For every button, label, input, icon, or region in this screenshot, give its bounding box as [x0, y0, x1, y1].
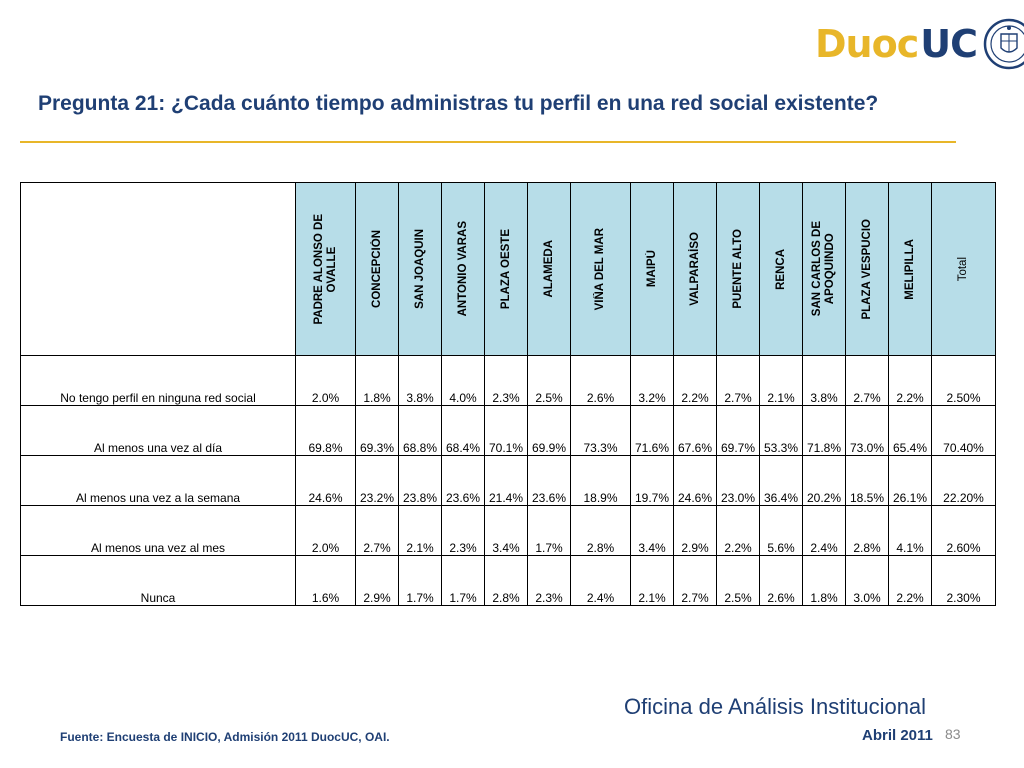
col-header-label: SAN CARLOS DE APOQUINDO [811, 221, 836, 317]
col-header-label: VALPARAÍSO [688, 232, 701, 306]
table-row [21, 456, 996, 506]
table-cell: 69.9% [528, 406, 571, 456]
table-cell: 24.6% [296, 456, 356, 506]
col-header-label: MELIPILLA [903, 238, 916, 300]
table-cell: 5.6% [760, 506, 803, 556]
table-cell: 4.0% [442, 356, 485, 406]
col-header-total [932, 183, 996, 356]
table-cell: 23.8% [399, 456, 442, 506]
page-number: 83 [945, 726, 961, 742]
source-note: Fuente: Encuesta de INICIO, Admisión 2011 DuocUC, OAI. [60, 730, 390, 744]
col-header-label: PADRE ALONSO DE OVALLE [312, 213, 338, 325]
table-cell: 2.3% [528, 556, 571, 606]
col-header-label: ANTONIO VARAS [456, 221, 469, 317]
table-cell: 4.1% [889, 506, 932, 556]
report-date: Abril 2011 [862, 727, 933, 744]
table-cell: 2.2% [889, 556, 932, 606]
table-cell: 1.7% [528, 506, 571, 556]
table-cell: 71.8% [803, 406, 846, 456]
table-cell: 1.8% [356, 356, 399, 406]
col-header [528, 183, 571, 356]
col-header-label: Total [957, 256, 969, 282]
row-label: No tengo perfil en ninguna red social [21, 356, 296, 406]
table-cell: 2.0% [296, 506, 356, 556]
table-cell: 2.4% [571, 556, 631, 606]
university-seal-icon [983, 18, 1024, 70]
table-cell: 68.4% [442, 406, 485, 456]
table-cell: 18.5% [846, 456, 889, 506]
table-cell: 3.8% [803, 356, 846, 406]
table-cell: 2.5% [528, 356, 571, 406]
table-cell: 2.6% [760, 556, 803, 606]
table-cell: 22.20% [932, 456, 996, 506]
table-cell: 21.4% [485, 456, 528, 506]
row-label: Al menos una vez al día [21, 406, 296, 456]
table-cell: 2.2% [889, 356, 932, 406]
table-cell: 19.7% [631, 456, 674, 506]
table-cell: 2.7% [674, 556, 717, 606]
col-header [485, 183, 528, 356]
duocuc-logo [815, 14, 1024, 74]
col-header-label: MAIPÚ [645, 250, 658, 288]
table-cell: 2.60% [932, 506, 996, 556]
table-row [21, 406, 996, 456]
table-cell: 69.7% [717, 406, 760, 456]
header-row [21, 183, 996, 356]
table-cell: 3.4% [485, 506, 528, 556]
table-cell: 2.4% [803, 506, 846, 556]
table-cell: 26.1% [889, 456, 932, 506]
table-cell: 70.1% [485, 406, 528, 456]
table-cell: 2.9% [356, 556, 399, 606]
table-cell: 1.8% [803, 556, 846, 606]
col-header-label: SAN JOAQUIN [413, 229, 426, 309]
table-cell: 2.7% [846, 356, 889, 406]
table-cell: 2.1% [399, 506, 442, 556]
col-header [356, 183, 399, 356]
table-cell: 2.8% [846, 506, 889, 556]
logo-duoc-text: Duoc [815, 22, 919, 66]
table-cell: 2.1% [760, 356, 803, 406]
table-cell: 2.7% [717, 356, 760, 406]
table-cell: 2.8% [571, 506, 631, 556]
logo-uc-text: UC [920, 22, 977, 66]
table-cell: 1.7% [442, 556, 485, 606]
row-label: Al menos una vez al mes [21, 506, 296, 556]
table-cell: 2.3% [442, 506, 485, 556]
col-header [674, 183, 717, 356]
col-header-label: PUENTE ALTO [731, 229, 744, 309]
table-cell: 73.3% [571, 406, 631, 456]
col-header [631, 183, 674, 356]
table-cell: 2.30% [932, 556, 996, 606]
table-cell: 67.6% [674, 406, 717, 456]
table-cell: 3.2% [631, 356, 674, 406]
col-header [296, 183, 356, 356]
col-header [399, 183, 442, 356]
header-corner [21, 183, 296, 356]
table-cell: 3.0% [846, 556, 889, 606]
col-header-label: ALAMEDA [542, 240, 555, 298]
col-header [571, 183, 631, 356]
table-cell: 23.6% [442, 456, 485, 506]
col-header [846, 183, 889, 356]
col-header-label: PLAZA OESTE [499, 228, 512, 310]
table-cell: 2.9% [674, 506, 717, 556]
row-label: Nunca [21, 556, 296, 606]
col-header-label: CONCEPCIÓN [370, 230, 383, 308]
col-header-label: VIÑA DEL MAR [594, 227, 606, 311]
table-cell: 2.6% [571, 356, 631, 406]
table-cell: 2.3% [485, 356, 528, 406]
table-cell: 71.6% [631, 406, 674, 456]
table-cell: 53.3% [760, 406, 803, 456]
col-header [889, 183, 932, 356]
table-cell: 70.40% [932, 406, 996, 456]
table-cell: 23.6% [528, 456, 571, 506]
table-row [21, 356, 996, 406]
table-cell: 3.8% [399, 356, 442, 406]
col-header-label: PLAZA VESPUCIO [860, 218, 873, 320]
table-cell: 2.8% [485, 556, 528, 606]
office-name: Oficina de Análisis Institucional [624, 694, 927, 719]
col-header [717, 183, 760, 356]
table-cell: 23.2% [356, 456, 399, 506]
table-cell: 68.8% [399, 406, 442, 456]
table-cell: 1.6% [296, 556, 356, 606]
table-cell: 2.50% [932, 356, 996, 406]
table-cell: 2.2% [674, 356, 717, 406]
row-label: Al menos una vez a la semana [21, 456, 296, 506]
col-header-label: RENCA [774, 248, 787, 290]
col-header [803, 183, 846, 356]
table-row [21, 556, 996, 606]
table-cell: 2.1% [631, 556, 674, 606]
table-cell: 65.4% [889, 406, 932, 456]
table-row [21, 506, 996, 556]
table-cell: 73.0% [846, 406, 889, 456]
table-cell: 2.7% [356, 506, 399, 556]
table-cell: 3.4% [631, 506, 674, 556]
results-table [20, 182, 996, 606]
table-cell: 2.5% [717, 556, 760, 606]
table-cell: 20.2% [803, 456, 846, 506]
table-cell: 2.0% [296, 356, 356, 406]
table-cell: 69.3% [356, 406, 399, 456]
title-underline [20, 141, 956, 143]
table-cell: 18.9% [571, 456, 631, 506]
page-title: Pregunta 21: ¿Cada cuánto tiempo administras tu perfil en una red social existente? [38, 92, 879, 115]
col-header [442, 183, 485, 356]
table-cell: 69.8% [296, 406, 356, 456]
col-header [760, 183, 803, 356]
table-cell: 23.0% [717, 456, 760, 506]
table-cell: 24.6% [674, 456, 717, 506]
table-cell: 2.2% [717, 506, 760, 556]
table-cell: 1.7% [399, 556, 442, 606]
table-cell: 36.4% [760, 456, 803, 506]
